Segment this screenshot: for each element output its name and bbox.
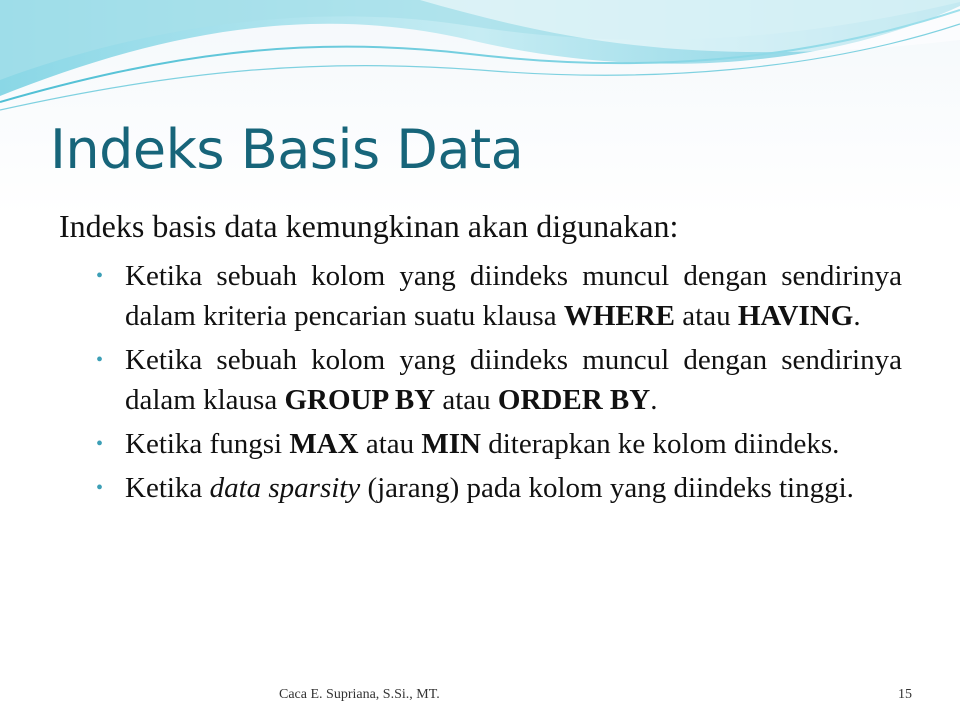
bullet-text: Ketika sebuah kolom yang diindeks muncul dengan sendirinya dalam klausa [125,344,902,416]
header-wave-decoration [0,0,960,120]
bullet-dot-icon: • [96,477,104,499]
bullet-text-bold: WHERE [563,300,676,332]
lead-text: Indeks basis data kemungkinan akan digunakan: [59,208,679,244]
bullet-text: . [853,300,861,332]
bullet-text-bold: ORDER BY [497,384,651,416]
bullet-text: atau [358,428,422,460]
bullet-text-italic: data sparsity [209,472,361,504]
bullet-item [92,424,902,464]
bullet-text: Ketika [125,472,210,504]
bullet-list [92,256,902,512]
bullet-text-bold: MAX [289,428,359,460]
bullet-text: . [650,384,658,416]
bullet-text: Ketika fungsi [125,428,290,460]
bullet-dot-icon: • [96,265,104,287]
bullet-text-bold: HAVING [737,300,854,332]
bullet-text: atau [435,384,498,416]
bullet-text: Ketika sebuah kolom yang diindeks muncul dengan sendirinya dalam kriteria pencarian suatu klausa [125,260,902,332]
footer-author: Caca E. Supriana, S.Si., MT. [279,687,440,702]
bullet-item [92,340,902,420]
bullet-dot-icon: • [96,433,104,455]
bullet-text-bold: GROUP BY [284,384,436,416]
bullet-item [92,468,902,508]
bullet-text: diterapkan ke kolom diindeks. [481,428,840,460]
bullet-item [92,256,902,336]
page-number: 15 [898,687,912,702]
bullet-dot-icon: • [96,349,104,371]
bullet-text: (jarang) pada kolom yang diindeks tinggi. [360,472,854,504]
bullet-text-bold: MIN [421,428,481,460]
bullet-text: atau [675,300,738,332]
slide-title: Indeks Basis Data [50,118,524,181]
